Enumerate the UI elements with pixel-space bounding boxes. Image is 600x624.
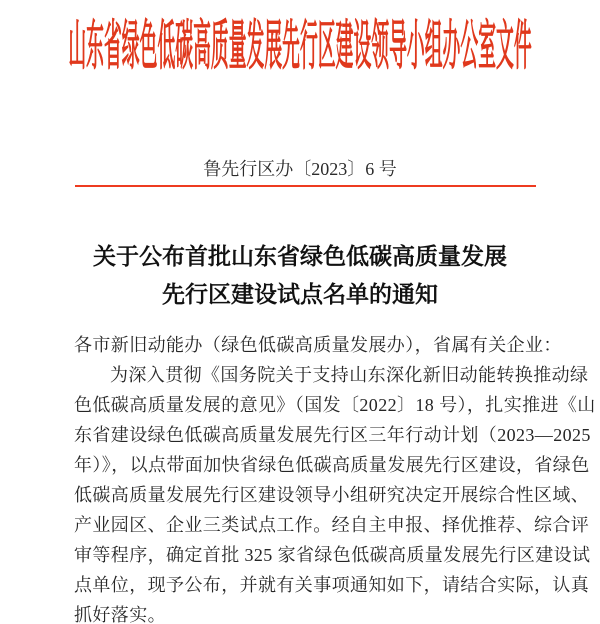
body-line: 东省建设绿色低碳高质量发展先行区三年行动计划（2023—2025 bbox=[74, 425, 591, 445]
body-line: 为深入贯彻《国务院关于支持山东深化新旧动能转换推动绿 bbox=[110, 365, 589, 385]
body-line: 年）》，以点带面加快省绿色低碳高质量发展先行区建设，省绿色 bbox=[74, 455, 590, 475]
red-divider-rule bbox=[75, 185, 536, 187]
body-closing-line: 抓好落实。 bbox=[74, 605, 166, 624]
body-line: 产业园区、企业三类试点工作。经自主申报、择优推荐、综合评 bbox=[74, 515, 590, 535]
notice-title-line-1: 关于公布首批山东省绿色低碳高质量发展 bbox=[93, 244, 507, 269]
notice-title-line-2: 先行区建设试点名单的通知 bbox=[162, 282, 438, 307]
body-line: 点单位，现予公布，并就有关事项通知如下，请结合实际，认真 bbox=[74, 575, 590, 595]
red-masthead-org-title: 山东省绿色低碳高质量发展先行区建设领导小组办公室文件 bbox=[68, 16, 532, 76]
body-line: 色低碳高质量发展的意见》（国发〔2022〕18 号），扎实推进《山 bbox=[74, 395, 596, 415]
body-line: 审等程序，确定首批 325 家省绿色低碳高质量发展先行区建设试 bbox=[74, 545, 591, 565]
body-salutation-line: 各市新旧动能办（绿色低碳高质量发展办），省属有关企业： bbox=[74, 335, 562, 355]
notice-body bbox=[74, 330, 596, 624]
notice-title bbox=[0, 238, 600, 314]
body-line: 低碳高质量发展先行区建设领导小组研究决定开展综合性区域、 bbox=[74, 485, 590, 505]
document-reference-number: 鲁先行区办〔2023〕6 号 bbox=[203, 159, 397, 179]
